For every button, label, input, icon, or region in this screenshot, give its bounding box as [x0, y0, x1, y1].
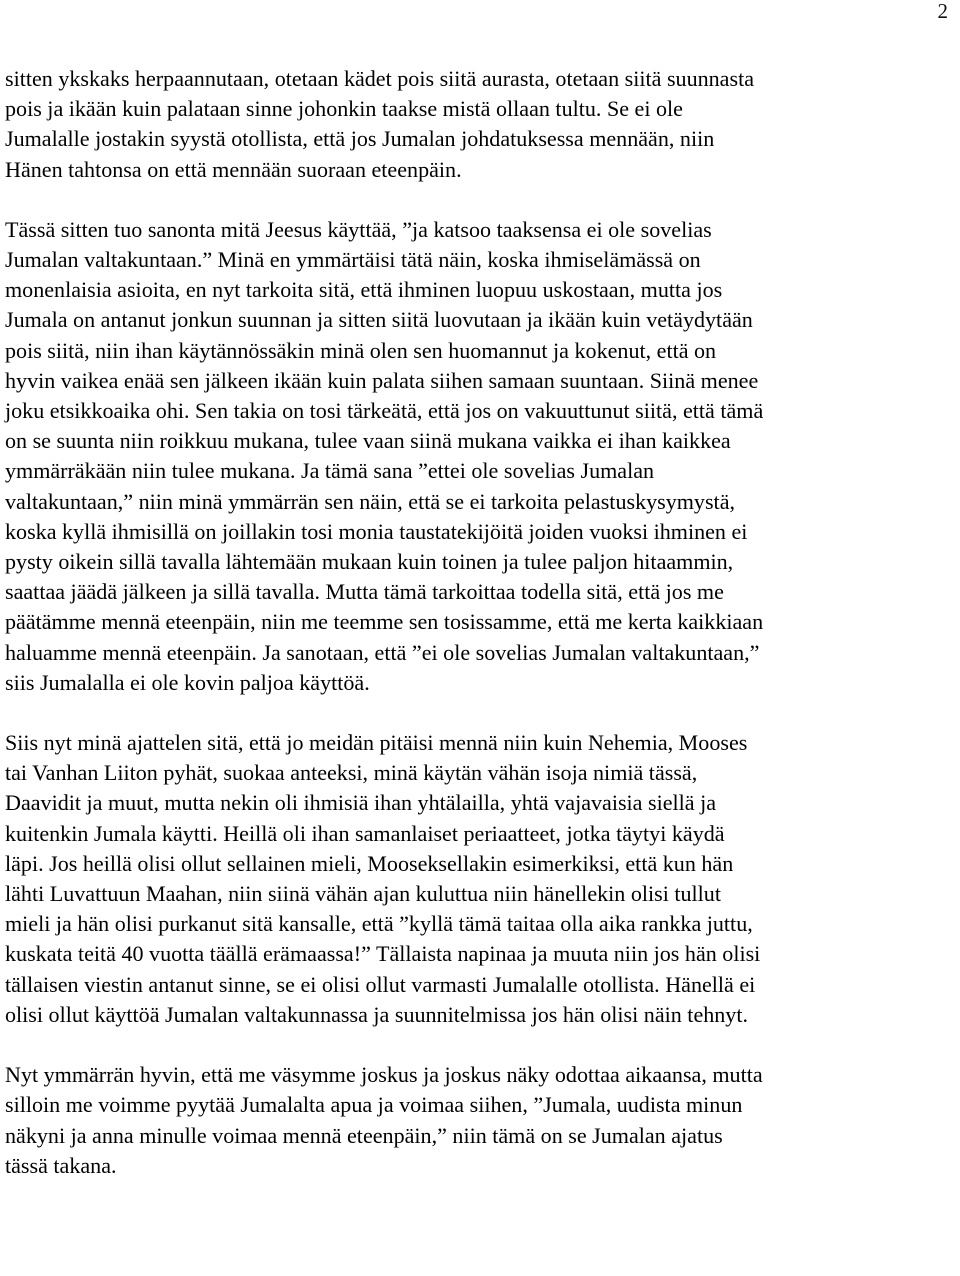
- text-line: Jumala on antanut jonkun suunnan ja sitten siitä luovutaan ja ikään kuin vetäydytään: [5, 307, 753, 333]
- text-line: lähti Luvattuun Maahan, niin siinä vähän ajan kuluttua niin hänellekin olisi tullut: [5, 881, 721, 907]
- paragraph-3: [5, 728, 960, 1030]
- text-line: pysty oikein sillä tavalla lähtemään mukaan kuin toinen ja tulee paljon hitaammin,: [5, 549, 734, 575]
- text-line: saattaa jäädä jälkeen ja sillä tavalla. Mutta tämä tarkoittaa todella sitä, että jos me: [5, 579, 724, 605]
- text-line: pois siitä, niin ihan käytännössäkin minä olen sen huomannut ja kokenut, että on: [5, 337, 717, 363]
- text-line: olisi ollut käyttöä Jumalan valtakunnassa ja suunnitelmissa jos hän olisi näin tehnyt.: [5, 1001, 749, 1027]
- paragraph-4: [5, 1060, 960, 1181]
- document-body: [5, 64, 960, 1181]
- text-line: siis Jumalalla ei ole kovin paljoa käyttöä.: [5, 669, 370, 695]
- paragraph-spacer: [5, 1030, 960, 1060]
- text-line: joku etsikkoaika ohi. Sen takia on tosi tärkeätä, että jos on vakuuttunut siitä, että tämä: [5, 398, 764, 424]
- paragraph-spacer: [5, 185, 960, 215]
- text-line: Daavidit ja muut, mutta nekin oli ihmisiä ihan yhtälailla, yhtä vajavaisia siellä ja: [5, 790, 717, 816]
- paragraph-1: [5, 64, 960, 185]
- page-number: 2: [937, 0, 948, 23]
- text-line: on se suunta niin roikkuu mukana, tulee vaan siinä mukana vaikka ei ihan kaikkea: [5, 428, 731, 454]
- text-line: Jumalalle jostakin syystä otollista, että jos Jumalan johdatuksessa mennään, niin: [5, 126, 715, 152]
- text-line: pois ja ikään kuin palataan sinne johonkin taakse mistä ollaan tultu. Se ei ole: [5, 96, 683, 122]
- text-line: Jumalan valtakuntaan.” Minä en ymmärtäisi tätä näin, koska ihmiselämässä on: [5, 247, 701, 273]
- text-line: haluamme mennä eteenpäin. Ja sanotaan, että ”ei ole sovelias Jumalan valtakuntaan,”: [5, 639, 760, 665]
- text-line: Hänen tahtonsa on että mennään suoraan eteenpäin.: [5, 156, 462, 182]
- text-line: koska kyllä ihmisillä on joillakin tosi monia taustatekijöitä joiden vuoksi ihminen ei: [5, 518, 748, 544]
- text-line: monenlaisia asioita, en nyt tarkoita sitä, että ihminen luopuu uskostaan, mutta jos: [5, 277, 723, 303]
- text-line: näkyni ja anna minulle voimaa mennä eteenpäin,” niin tämä on se Jumalan ajatus: [5, 1122, 723, 1148]
- text-line: tai Vanhan Liiton pyhät, suokaa anteeksi, minä käytän vähän isoja nimiä tässä,: [5, 760, 698, 786]
- text-line: tällaisen viestin antanut sinne, se ei olisi ollut varmasti Jumalalle otollista. Hänellä ei: [5, 971, 756, 997]
- text-line: Nyt ymmärrän hyvin, että me väsymme joskus ja joskus näky odottaa aikaansa, mutta: [5, 1062, 763, 1088]
- text-line: kuitenkin Jumala käytti. Heillä oli ihan samanlaiset periaatteet, jotka täytyi käydä: [5, 820, 725, 846]
- text-line: sitten ykskaks herpaannutaan, otetaan kädet pois siitä aurasta, otetaan siitä suunnasta: [5, 66, 755, 91]
- text-line: Tässä sitten tuo sanonta mitä Jeesus käyttää, ”ja katsoo taaksensa ei ole sovelias: [5, 216, 712, 242]
- text-line: tässä takana.: [5, 1152, 117, 1178]
- text-line: hyvin vaikea enää sen jälkeen ikään kuin palata siihen samaan suuntaan. Siinä menee: [5, 367, 759, 393]
- text-line: ymmärräkään niin tulee mukana. Ja tämä sana ”ettei ole sovelias Jumalan: [5, 458, 655, 484]
- text-line: Siis nyt minä ajattelen sitä, että jo meidän pitäisi mennä niin kuin Nehemia, Mooses: [5, 730, 748, 756]
- paragraph-2: [5, 215, 960, 698]
- text-line: valtakuntaan,” niin minä ymmärrän sen näin, että se ei tarkoita pelastuskysymystä,: [5, 488, 736, 514]
- text-line: mieli ja hän olisi purkanut sitä kansalle, että ”kyllä tämä taitaa olla aika rankka juttu,: [5, 911, 753, 937]
- paragraph-spacer: [5, 698, 960, 728]
- text-line: kuskata teitä 40 vuotta täällä erämaassa!” Tällaista napinaa ja muuta niin jos hän olisi: [5, 941, 761, 967]
- text-line: päätämme mennä eteenpäin, niin me teemme sen tosissamme, että me kerta kaikkiaan: [5, 609, 764, 635]
- text-line: läpi. Jos heillä olisi ollut sellainen mieli, Mooseksellakin esimerkiksi, että kun hän: [5, 850, 734, 876]
- text-line: silloin me voimme pyytää Jumalalta apua ja voimaa siihen, ”Jumala, uudista minun: [5, 1092, 743, 1118]
